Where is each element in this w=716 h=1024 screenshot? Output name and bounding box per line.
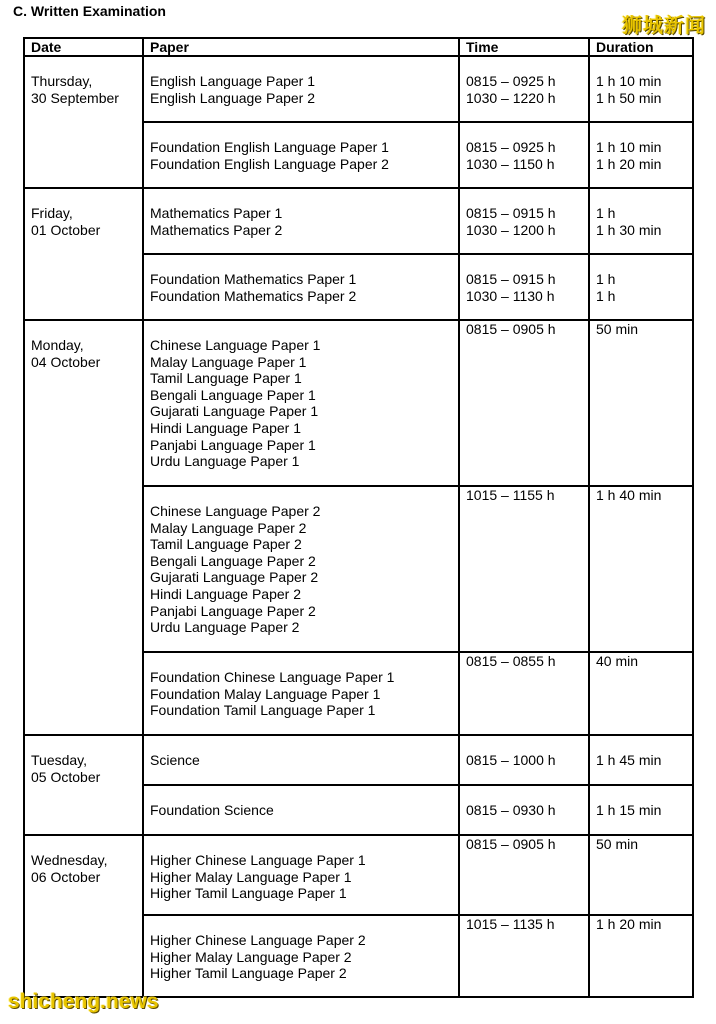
cell-line: Thursday, <box>31 73 93 89</box>
paper-cell <box>143 486 459 652</box>
cell-line: Chinese Language Paper 1 <box>150 337 321 353</box>
duration-cell <box>589 785 693 835</box>
cell-line: 30 September <box>31 89 119 106</box>
header-row <box>24 38 693 56</box>
cell-line: Malay Language Paper 1 <box>150 353 307 370</box>
cell-line: Higher Chinese Language Paper 2 <box>150 932 366 948</box>
cell-line: 0815 – 0915 h <box>466 271 556 287</box>
cell-line: Chinese Language Paper 2 <box>150 503 321 519</box>
paper-cell <box>143 122 459 188</box>
cell-line: 0815 – 0855 h <box>466 653 556 669</box>
cell-line: Foundation English Language Paper 2 <box>150 155 389 172</box>
cell-line: 1015 – 1155 h <box>466 487 555 503</box>
watermark-logo-bottom: shicheng.news <box>8 990 159 1013</box>
time-cell <box>459 785 589 835</box>
cell-line: 1030 – 1130 h <box>466 287 555 304</box>
duration-cell <box>589 320 693 486</box>
paper-cell <box>143 735 459 785</box>
cell-line: Hindi Language Paper 1 <box>150 419 302 436</box>
cell-line: 0815 – 0925 h <box>466 73 556 89</box>
cell-line: Science <box>150 752 200 768</box>
date-cell <box>24 320 143 735</box>
cell-line: Gujarati Language Paper 1 <box>150 403 319 420</box>
cell-line: 1015 – 1135 h <box>466 916 555 932</box>
paper-cell <box>143 254 459 320</box>
cell-line: 50 min <box>596 321 639 337</box>
cell-line: 01 October <box>31 221 101 238</box>
table-row <box>24 835 693 915</box>
cell-line: 1 h 15 min <box>596 802 662 818</box>
cell-line: Malay Language Paper 2 <box>150 519 307 536</box>
date-cell <box>24 188 143 320</box>
cell-line: Mathematics Paper 2 <box>150 221 283 238</box>
cell-line: 04 October <box>31 353 101 370</box>
watermark-logo-top: 狮城新闻 <box>622 15 706 37</box>
time-cell <box>459 835 589 915</box>
cell-line: 1 h <box>596 205 616 221</box>
cell-line: 0815 – 0905 h <box>466 836 556 852</box>
cell-line: 1 h 30 min <box>596 221 662 238</box>
cell-line: Higher Tamil Language Paper 2 <box>150 965 347 982</box>
table-row <box>24 56 693 122</box>
table-row <box>24 320 693 486</box>
cell-line: 0815 – 0925 h <box>466 139 556 155</box>
table-row <box>24 188 693 254</box>
cell-line: English Language Paper 2 <box>150 89 316 106</box>
duration-cell <box>589 735 693 785</box>
duration-cell <box>589 188 693 254</box>
cell-line: Panjabi Language Paper 1 <box>150 436 316 453</box>
date-cell <box>24 735 143 835</box>
cell-line: English Language Paper 1 <box>150 73 316 89</box>
cell-line: Tamil Language Paper 1 <box>150 370 302 387</box>
header-duration: Duration <box>589 38 693 56</box>
header-paper: Paper <box>143 38 459 56</box>
cell-line: Foundation Tamil Language Paper 1 <box>150 702 376 719</box>
cell-line: Higher Chinese Language Paper 1 <box>150 852 366 868</box>
header-date: Date <box>24 38 143 56</box>
paper-cell <box>143 835 459 915</box>
time-cell <box>459 188 589 254</box>
cell-line: 1 h 20 min <box>596 155 662 172</box>
cell-line: 1 h 50 min <box>596 89 662 106</box>
cell-line: Gujarati Language Paper 2 <box>150 569 319 586</box>
cell-line: Friday, <box>31 205 73 221</box>
cell-line: 1 h <box>596 271 616 287</box>
cell-line: Higher Tamil Language Paper 1 <box>150 885 347 902</box>
cell-line: 1 h 20 min <box>596 916 662 932</box>
cell-line: 1 h 40 min <box>596 487 662 503</box>
cell-line: Foundation Chinese Language Paper 1 <box>150 669 395 685</box>
paper-cell <box>143 320 459 486</box>
cell-line: 1030 – 1150 h <box>466 155 555 172</box>
duration-cell <box>589 915 693 997</box>
cell-line: 0815 – 0915 h <box>466 205 556 221</box>
cell-line: 1030 – 1220 h <box>466 89 556 106</box>
paper-cell <box>143 652 459 735</box>
cell-line: 06 October <box>31 868 101 885</box>
paper-cell <box>143 188 459 254</box>
date-cell <box>24 835 143 997</box>
cell-line: 50 min <box>596 836 639 852</box>
cell-line: Hindi Language Paper 2 <box>150 585 302 602</box>
paper-cell <box>143 915 459 997</box>
time-cell <box>459 56 589 122</box>
time-cell <box>459 652 589 735</box>
duration-cell <box>589 835 693 915</box>
cell-line: 05 October <box>31 768 101 785</box>
cell-line: 1 h 45 min <box>596 752 662 768</box>
date-cell <box>24 56 143 188</box>
time-cell <box>459 915 589 997</box>
time-cell <box>459 254 589 320</box>
section-title: C. Written Examination <box>13 3 166 19</box>
cell-line: Foundation Mathematics Paper 2 <box>150 287 357 304</box>
cell-line: Urdu Language Paper 1 <box>150 453 300 470</box>
cell-line: 1 h <box>596 287 616 304</box>
duration-cell <box>589 652 693 735</box>
cell-line: 0815 – 1000 h <box>466 752 556 768</box>
cell-line: 0815 – 0905 h <box>466 321 556 337</box>
exam-timetable <box>23 37 694 998</box>
time-cell <box>459 735 589 785</box>
cell-line: Urdu Language Paper 2 <box>150 619 300 636</box>
cell-line: Monday, <box>31 337 84 353</box>
cell-line: 40 min <box>596 653 639 669</box>
cell-line: Tuesday, <box>31 752 88 768</box>
time-cell <box>459 122 589 188</box>
cell-line: 0815 – 0930 h <box>466 802 556 818</box>
cell-line: Foundation Mathematics Paper 1 <box>150 271 357 287</box>
duration-cell <box>589 122 693 188</box>
header-time: Time <box>459 38 589 56</box>
cell-line: Higher Malay Language Paper 1 <box>150 868 352 885</box>
timetable-body <box>24 56 693 997</box>
time-cell <box>459 486 589 652</box>
cell-line: Foundation Science <box>150 802 274 818</box>
cell-line: Bengali Language Paper 2 <box>150 552 316 569</box>
time-cell <box>459 320 589 486</box>
paper-cell <box>143 785 459 835</box>
paper-cell <box>143 56 459 122</box>
cell-line: 1 h 10 min <box>596 73 662 89</box>
duration-cell <box>589 486 693 652</box>
cell-line: Foundation Malay Language Paper 1 <box>150 685 381 702</box>
cell-line: Mathematics Paper 1 <box>150 205 283 221</box>
cell-line: 1030 – 1200 h <box>466 221 556 238</box>
cell-line: Foundation English Language Paper 1 <box>150 139 389 155</box>
cell-line: Higher Malay Language Paper 2 <box>150 948 352 965</box>
table-row <box>24 735 693 785</box>
cell-line: Panjabi Language Paper 2 <box>150 602 316 619</box>
cell-line: Tamil Language Paper 2 <box>150 536 302 553</box>
cell-line: Bengali Language Paper 1 <box>150 386 316 403</box>
duration-cell <box>589 56 693 122</box>
cell-line: Wednesday, <box>31 852 108 868</box>
duration-cell <box>589 254 693 320</box>
cell-line: 1 h 10 min <box>596 139 662 155</box>
